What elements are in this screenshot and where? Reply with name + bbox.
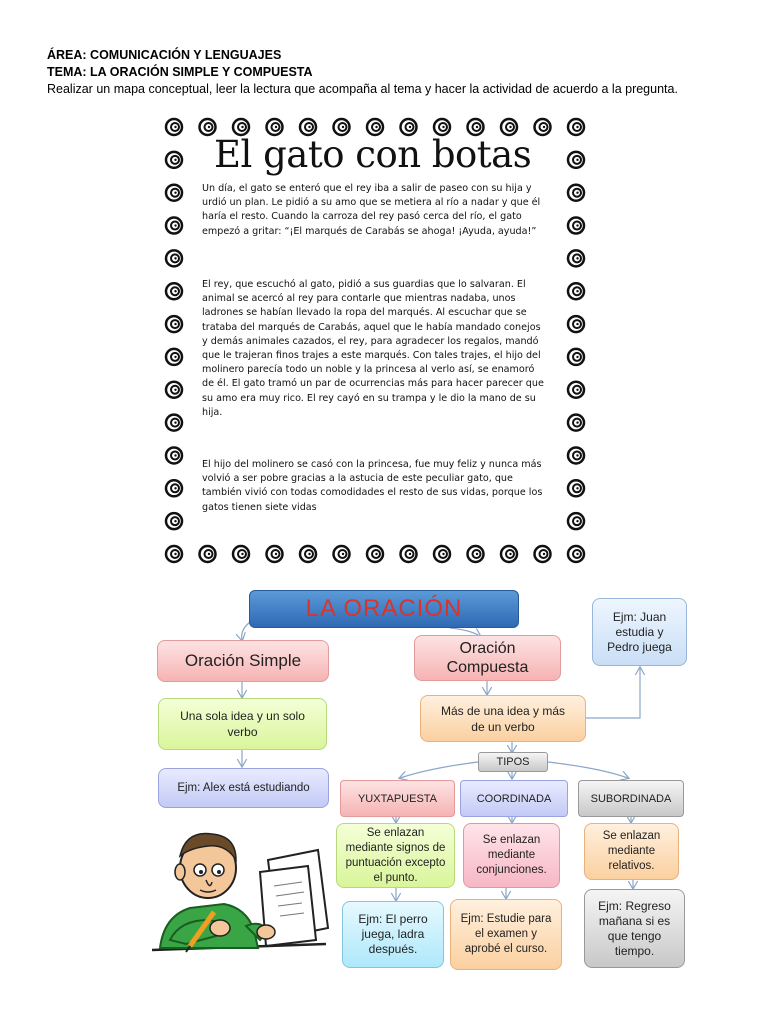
node-oracion-compuesta: Oración Compuesta — [414, 635, 561, 681]
root-node-la-oracion: LA ORACIÓN — [249, 590, 519, 628]
student-writing-illustration — [150, 820, 330, 970]
connector-tipos-subordinada — [548, 762, 628, 778]
node-yuxtapuesta-example: Ejm: El perro juega, ladra después. — [342, 901, 444, 968]
node-compuesta-example: Ejm: Juan estudia y Pedro juega — [592, 598, 687, 666]
story-paragraph-1: Un día, el gato se enteró que el rey iba a salir de paseo con su hija y urdió un plan. Le pidió a su amo que se metiera al río a nadar y que él haría el resto. Cuando la carroza del rey pasó cerca del río, el gato empezó a gritar: “¡El marqués de Carabás se ahoga! ¡Ayuda, ayuda!” — [202, 183, 541, 237]
node-compuesta-definition: Más de una idea y más de un verbo — [420, 695, 586, 742]
node-coordinada-example: Ejm: Estudie para el examen y aprobé el curso. — [450, 899, 562, 970]
instruction-text: Realizar un mapa conceptual, leer la lectura que acompaña al tema y hacer la actividad de acuerdo a la pregunta. — [47, 82, 678, 96]
node-tipo-coordinada: COORDINADA — [460, 780, 568, 817]
story-paragraph-3: El hijo del molinero se casó con la princesa, fue muy feliz y nunca más volvió a ser pobre gracias a la astucia de este peculiar gato, que también vivió con todas comodidades el resto de sus vidas, porque los gatos tienen siete vidas — [202, 459, 543, 513]
node-coordinada-desc: Se enlazan mediante conjunciones. — [463, 823, 560, 888]
connector-tipos-yuxtapuesta — [400, 762, 478, 778]
node-simple-definition: Una sola idea y un solo verbo — [158, 698, 327, 750]
node-tipo-yuxtapuesta: YUXTAPUESTA — [340, 780, 455, 817]
node-tipo-subordinada: SUBORDINADA — [578, 780, 684, 817]
connector-compuesta-example — [586, 668, 640, 718]
node-yuxtapuesta-desc: Se enlazan mediante signos de puntuación excepto el punto. — [336, 823, 455, 888]
story-paragraph-2: El rey, que escuchó al gato, pidió a sus guardias que lo salvaran. El animal se acercó al rey para contarle que mientras nadaba, unos ladrones se habían llevado la ropa del marqués. Al escuchar que se trataba del marqués de Carabás, aquel que le había mandado conejos y demás animales cazados, el rey, para agradecer los regalos, mandó que le trajeran finos trajes a este marqués. Con tales trajes, el hijo del molinero parecía todo un noble y la princesa al verlo así, se enamoró de él. El gato tramó un par de ocurrencias más para hacer parecer que su amo era muy rico. El rey cayó en su trampa y le dio la mano de su hija. — [202, 279, 544, 418]
node-oracion-simple: Oración Simple — [157, 640, 329, 682]
node-subordinada-desc: Se enlazan mediante relativos. — [584, 823, 679, 880]
node-simple-example: Ejm: Alex está estudiando — [158, 768, 329, 808]
node-tipos: TIPOS — [478, 752, 548, 772]
story-title: El gato con botas — [214, 133, 532, 176]
node-subordinada-example: Ejm: Regreso mañana si es que tengo tiempo. — [584, 889, 685, 968]
area-heading: ÁREA: COMUNICACIÓN Y LENGUAJES — [47, 48, 282, 62]
topic-heading: TEMA: LA ORACIÓN SIMPLE Y COMPUESTA — [47, 65, 313, 79]
